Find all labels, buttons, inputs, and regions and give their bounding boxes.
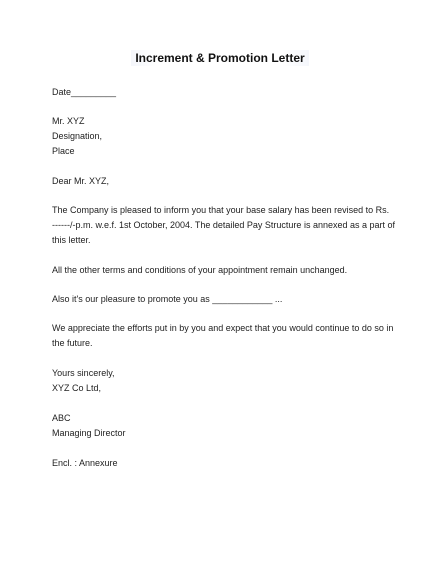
company-name: XYZ Co Ltd, (52, 383, 102, 393)
closing: Yours sincerely, (52, 368, 115, 378)
paragraph-line: the future. (52, 338, 93, 348)
promotion-paragraph: Also it's our pleasure to promote you as ____________ ... (52, 294, 283, 304)
letter-title-text: Increment & Promotion Letter (131, 50, 308, 66)
paragraph-line: ------/-p.m. w.e.f. 1st October, 2004. The detailed Pay Structure is annexed as a part of (52, 220, 395, 230)
paragraph-line: We appreciate the efforts put in by you and expect that you would continue to do so in (52, 323, 394, 333)
enclosure-line: Encl. : Annexure (52, 458, 118, 468)
letter-title (0, 50, 440, 66)
date-line: Date_________ (52, 87, 117, 97)
salary-revision-paragraph (52, 203, 395, 248)
recipient-name: Mr. XYZ (52, 116, 85, 126)
recipient-designation: Designation, (52, 131, 103, 141)
signatory-title: Managing Director (52, 428, 126, 438)
paragraph-line: The Company is pleased to inform you that your base salary has been revised to Rs. (52, 205, 390, 215)
paragraph-line: this letter. (52, 235, 91, 245)
signatory-name: ABC (52, 413, 71, 423)
salutation: Dear Mr. XYZ, (52, 176, 110, 186)
appreciation-paragraph (52, 321, 394, 351)
recipient-place: Place (52, 146, 75, 156)
terms-paragraph: All the other terms and conditions of your appointment remain unchanged. (52, 265, 348, 275)
